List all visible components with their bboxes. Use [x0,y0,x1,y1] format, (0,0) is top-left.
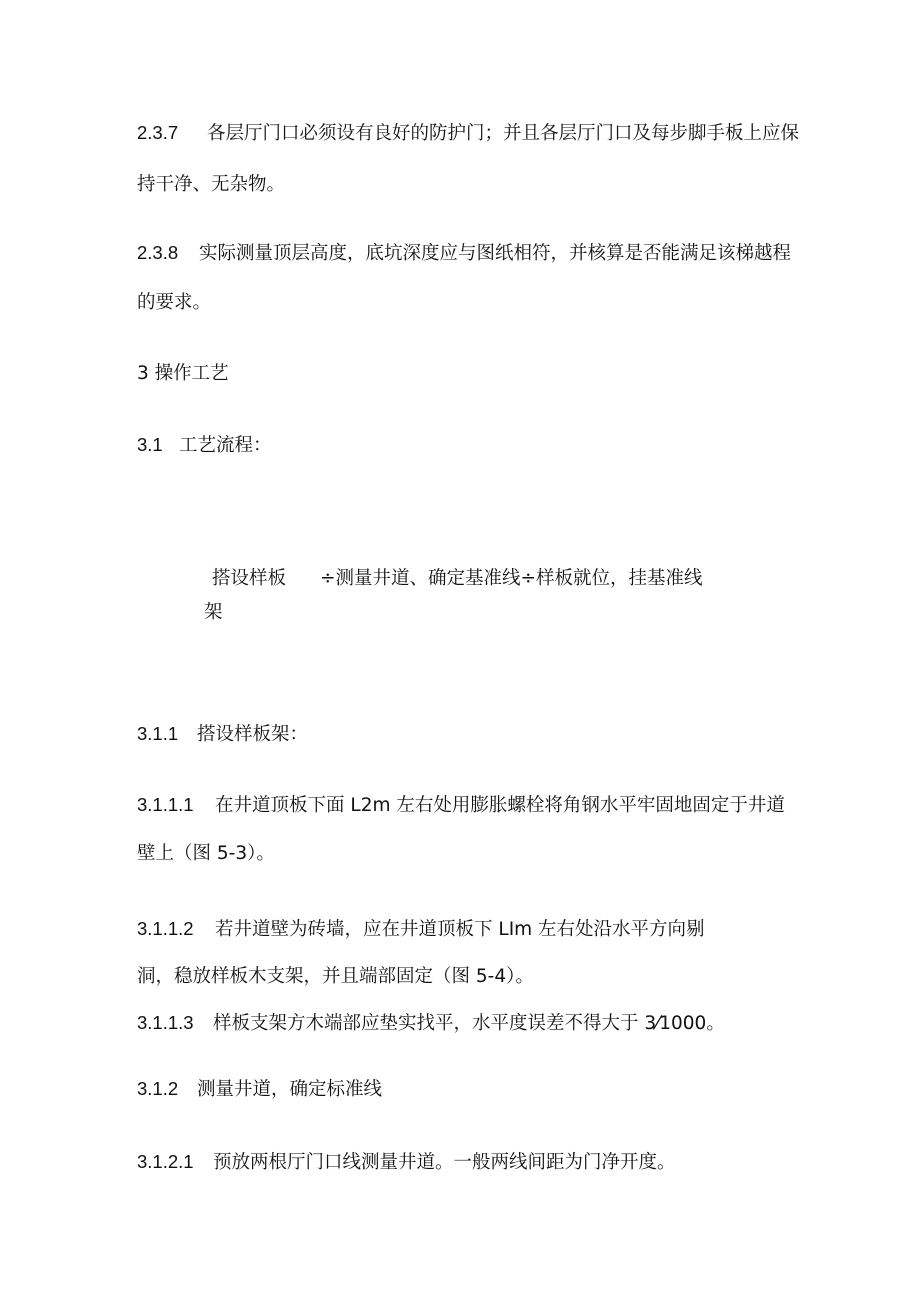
flow-step-1-line-1: 搭设样板 [212,568,287,589]
section-number: 3.1.1.2 [137,918,194,939]
paragraph-3-1-1-2-line-1 [137,917,705,942]
heading-text: 工艺流程： [179,435,272,456]
paragraph-3-1-1-3 [137,1011,725,1036]
paragraph-text: 壁上（图 5-3）。 [137,843,275,864]
section-number: 3.1 [137,434,163,455]
paragraph-text: 实际测量顶层高度，底坑深度应与图纸相符，并核算是否能满足该梯越程 [199,243,792,264]
paragraph-2-3-7-line-1 [137,121,799,146]
paragraph-2-3-7-line-2 [137,173,285,197]
paragraph-2-3-8-line-2 [137,291,211,315]
paragraph-3-1-1-1-line-2 [137,842,275,866]
section-heading-3-1-1 [137,722,308,747]
paragraph-text: 样板支架方木端部应垫实找平，水平度误差不得大于 3⁄1000。 [213,1013,725,1034]
section-number: 3.1.2 [137,1078,179,1099]
paragraph-3-1-1-1-line-1 [137,793,785,818]
section-heading-3: 3 操作工艺 [137,363,229,384]
section-number: 3.1.1.1 [137,794,194,815]
paragraph-text: 在井道顶板下面 L2m 左右处用膨胀螺栓将角钢水平牢固地固定于井道 [215,795,785,816]
heading-text: 搭设样板架： [197,724,309,745]
flow-step-1-line-2: 架 [204,602,223,623]
flow-remaining-steps: ÷测量井道、确定基准线÷样板就位，挂基准线 [320,568,703,589]
paragraph-3-1-2-1 [137,1150,676,1175]
paragraph-text: 持干净、无杂物。 [137,174,286,195]
paragraph-text: 洞，稳放样板木支架，并且端部固定（图 5-4）。 [137,966,534,987]
paragraph-text: 的要求。 [137,292,212,313]
paragraph-text: 各层厅门口必须设有良好的防护门；并且各层厅门口及每步脚手板上应保 [207,123,800,144]
paragraph-2-3-8-line-1 [137,241,791,266]
section-number: 2.3.8 [137,242,179,263]
section-number: 3.1.2.1 [137,1151,194,1172]
section-heading-3-1 [137,433,272,458]
paragraph-text: 若井道壁为砖墙，应在井道顶板下 LIm 左右处沿水平方向剔 [215,919,705,940]
section-heading-3-1-2 [137,1077,382,1102]
section-number: 3.1.1.3 [137,1012,194,1033]
paragraph-text: 预放两根厅门口线测量井道。一般两线间距为门净开度。 [213,1152,676,1173]
heading-text: 测量井道，确定标准线 [197,1079,383,1100]
paragraph-3-1-1-2-line-2 [137,965,534,989]
section-number: 2.3.7 [137,122,179,143]
section-number: 3.1.1 [137,723,179,744]
